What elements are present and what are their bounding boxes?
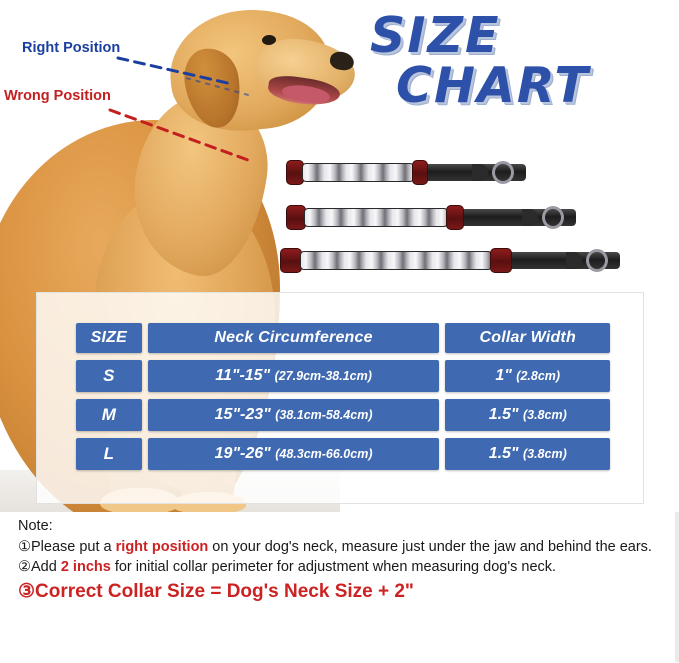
header-collar-width: Collar Width bbox=[445, 323, 610, 353]
width-metric: (2.8cm) bbox=[516, 369, 561, 383]
title-line-size: SIZE bbox=[370, 7, 501, 64]
width-metric: (3.8cm) bbox=[522, 408, 567, 422]
width-metric: (3.8cm) bbox=[522, 447, 567, 461]
table-row bbox=[76, 399, 610, 431]
note-1-text-a: Please put a bbox=[31, 538, 116, 555]
collar-tip bbox=[566, 252, 582, 269]
annotation-wrong-position: Wrong Position bbox=[4, 88, 111, 104]
collar-pad-left bbox=[286, 205, 306, 230]
collar-tip bbox=[522, 209, 538, 226]
note-2-text-a: Add bbox=[31, 559, 61, 576]
notes-section bbox=[10, 512, 675, 662]
size-table bbox=[70, 316, 616, 477]
title-line-chart: CHART bbox=[396, 57, 590, 115]
neck-inches: 19"-26" bbox=[214, 445, 271, 462]
page-title bbox=[352, 7, 672, 122]
product-collar-small bbox=[286, 160, 526, 186]
collar-buckle-ring bbox=[492, 161, 514, 184]
collar-tip bbox=[472, 164, 488, 181]
collar-pad-right bbox=[490, 248, 512, 273]
header-neck-circumference: Neck Circumference bbox=[148, 323, 440, 353]
collar-chain bbox=[302, 163, 414, 182]
table-row bbox=[76, 360, 610, 392]
collar-chain bbox=[304, 208, 448, 227]
table-header-row bbox=[76, 323, 610, 353]
cell-neck-m bbox=[148, 399, 440, 431]
note-2-text-b: for initial collar perimeter for adjustment when measuring dog's neck. bbox=[110, 559, 557, 576]
note-item-1 bbox=[18, 537, 667, 558]
cell-size-s: S bbox=[76, 360, 142, 392]
neck-metric: (27.9cm-38.1cm) bbox=[274, 369, 372, 383]
collar-chain bbox=[300, 251, 492, 270]
neck-inches: 15"-23" bbox=[214, 406, 271, 423]
product-collar-large bbox=[280, 248, 620, 274]
neck-inches: 11"-15" bbox=[215, 367, 271, 384]
note-1-text-b: on your dog's neck, measure just under the jaw and behind the ears. bbox=[208, 538, 652, 555]
note-1-emphasis: right position bbox=[115, 538, 209, 555]
cell-neck-s bbox=[148, 360, 440, 392]
annotation-right-position: Right Position bbox=[22, 40, 121, 56]
collar-pad-right bbox=[412, 160, 428, 185]
cell-width-l bbox=[445, 438, 610, 470]
width-inches: 1.5" bbox=[488, 445, 519, 462]
header-size: SIZE bbox=[76, 323, 142, 353]
product-collar-medium bbox=[286, 205, 576, 231]
note-item-2 bbox=[18, 557, 667, 578]
cell-neck-l bbox=[148, 438, 440, 470]
neck-metric: (38.1cm-58.4cm) bbox=[275, 408, 373, 422]
width-inches: 1" bbox=[495, 367, 512, 384]
collar-buckle-ring bbox=[586, 249, 608, 272]
note-2-marker: ② bbox=[18, 559, 31, 576]
note-3-text: Correct Collar Size = Dog's Neck Size + 2" bbox=[35, 580, 414, 602]
neck-metric: (48.3cm-66.0cm) bbox=[275, 447, 373, 461]
table-row bbox=[76, 438, 610, 470]
cell-size-l: L bbox=[76, 438, 142, 470]
collar-pad-left bbox=[280, 248, 302, 273]
note-item-3 bbox=[18, 580, 667, 603]
notes-heading: Note: bbox=[18, 518, 53, 534]
cell-size-m: M bbox=[76, 399, 142, 431]
cell-width-s bbox=[445, 360, 610, 392]
note-2-emphasis: 2 inchs bbox=[60, 559, 111, 576]
width-inches: 1.5" bbox=[488, 406, 519, 423]
note-3-marker: ③ bbox=[18, 580, 36, 602]
cell-width-m bbox=[445, 399, 610, 431]
collar-buckle-ring bbox=[542, 206, 564, 229]
note-1-marker: ① bbox=[18, 538, 31, 555]
collar-pad-right bbox=[446, 205, 464, 230]
